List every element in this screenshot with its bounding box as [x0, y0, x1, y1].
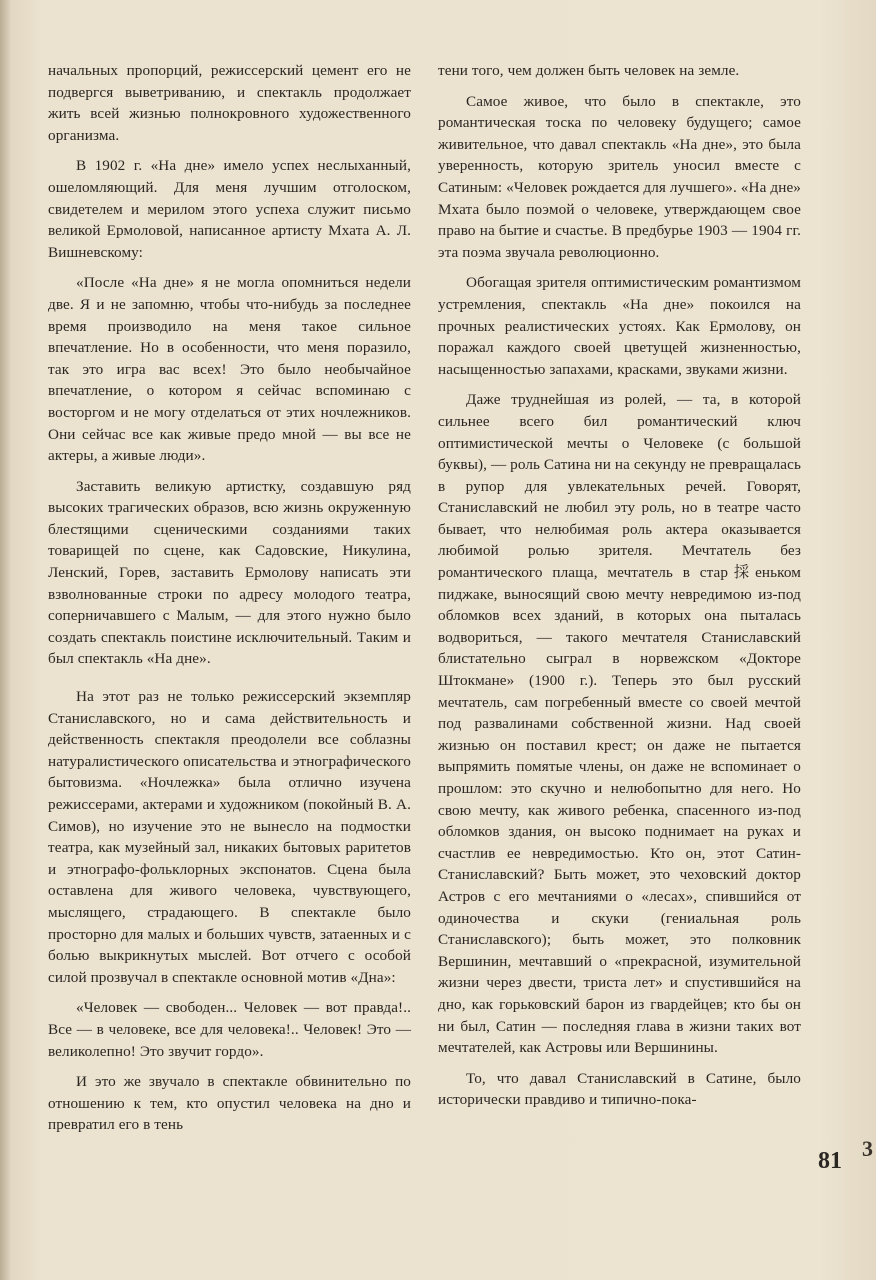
page-number: 81 — [818, 1148, 842, 1174]
paragraph: На этот раз не только режиссерский экземпляр Станиславского, но и сама действительность и действенность спектакля преодолели все соблазны натуралистического описательства и этнографического бытовизма. «Ночлежка» была отлично изучена режиссерами, актерами и художником (покойный В. А. Симов), но изучение это не вынесло на подмостки театра, как музейный зал, никаких бытовых раритетов и этнографо-фольклорных экспонатов. Сцена была оставлена для живого человека, чувствующего, мыслящего, страдающего. В спектакле было просторно для малых и больших чувств, затаенных и с болью выкрикнутых мыслей. Вот отчего с особой силой прозвучал в спектакле основной мотив «Дна»: — [48, 688, 411, 986]
paragraph: начальных пропорций, режиссерский цемент его не подвергся выветриванию, и спектакль продолжает жить всей жизнью полнокровного художественного организма. — [48, 62, 411, 144]
facing-page-edge-mark: 3 — [862, 1136, 873, 1161]
paragraph: В 1902 г. «На дне» имело успех неслыханный, ошеломляющий. Для меня лучшим отголоском, свидетелем и мерилом этого успеха служит письмо великой Ермоловой, написанное артисту Мхата А. Л. Вишневскому: — [48, 157, 411, 261]
paragraph: Заставить великую артистку, создавшую ряд высоких трагических образов, всю жизнь окруженную блестящими сценическими созданиями таких товарищей по сцене, как Садовские, Никулина, Ленский, Горев, заставить Ермолову написать эти взволнованные строки по адресу молодого театра, соперничавшего с Малым, — для этого нужно было создать спектакль поистине исключительный. Таким и был спектакль «На дне». — [48, 477, 411, 668]
paragraph: И это же звучало в спектакле обвинительно по отношению к тем, кто опустил человека на дно и превратил его в тень — [48, 1073, 411, 1134]
paragraph: Даже труднейшая из ролей, — та, в которой сильнее всего бил романтический ключ оптимистической мечты о Человеке (с большой буквы), — роль Сатина ни на секунду не превращалась в рупор для увлекательных речей. Говорят, Станиславский не любил эту роль, но в театре часто бывает, что нелюбимая роль актера оказывается любимой ролью зрителя. Мечтатель без романтического плаща, мечтатель в стар採еньком пиджаке, выносящий свою мечту невредимою из-под обломков всех зданий, в которых она пыталась водвориться, — такого мечтателя Станиславский блистательно сыграл в норвежском «Докторе Штокмане» (1900 г.). Теперь это был русский мечтатель, сам погребенный вместе со своей мечтой под развалинами собственной жизни. Над своей жизнью он поставил крест; он даже не пытается выпрямить помятые члены, он даже не вспоминает о прошлом: это скучно и нелюбопытно для него. Но свою мечту, как живого ребенка, спасенного из-под обломков здания, он высоко поднимает на руках и счастлив ее невредимостью. Кто он, этот Сатин-Станиславский? Быть может, это чеховский доктор Астров с его мечтаниями о «лесах», спившийся от одиночества и скуки (гениальная роль Станиславского); быть может, это полковник Вершинин, мечтавший о «прекрасной, изумительной жизни через двести, триста лет» и спустившийся на дно, как горьковский барон из гвардейцев; кто бы он ни был, Сатин — последняя глава в жизни таких вот мечтателей, как Астровы или Вершинины. — [438, 391, 802, 1057]
quote-paragraph: «Человек — свободен... Человек — вот правда!.. Все — в человеке, все для человека!.. Человек! Это — великолепно! Это звучит гордо». — [48, 999, 411, 1060]
paragraph: То, что давал Станиславский в Сатине, было исторически правдиво и типично-пока- — [438, 1069, 801, 1109]
paragraph: тени того, чем должен быть человек на земле. — [438, 62, 740, 79]
left-text-column — [48, 60, 411, 1136]
right-text-column — [438, 60, 801, 1111]
quote-paragraph: «После «На дне» я не могла опомниться недели две. Я и не запомню, чтобы что-нибудь за последнее время производило на меня такое сильное впечатление. Но в особенности, что меня поразило, так это игра вас всех! Это было необычайное впечатление, о котором я сейчас вспоминаю с восторгом и не могу отделаться от этих ночлежников. Они сейчас все как живые предо мной — вы все не актеры, а живые люди». — [48, 274, 411, 465]
paragraph: Самое живое, что было в спектакле, это романтическая тоска по человеку будущего; самое живительное, что давал спектакль «На дне», это была уверенность, которую зритель уносил вместе с Сатиным: «Человек рождается для лучшего». «На дне» Мхата было поэмой о человеке, утверждающем свое право на бытие и счастье. В предбурье 1903 — 1904 гг. эта поэма звучала революционно. — [438, 92, 801, 261]
page-binding-edge — [0, 0, 10, 1280]
paragraph: Обогащая зрителя оптимистическим романтизмом устремления, спектакль «На дне» покоился на прочных реалистических устоях. Как Ермолову, он поражал каждого своей цветущей жизненностью, насыщенностью запахами, красками, звуками жизни. — [438, 274, 801, 378]
